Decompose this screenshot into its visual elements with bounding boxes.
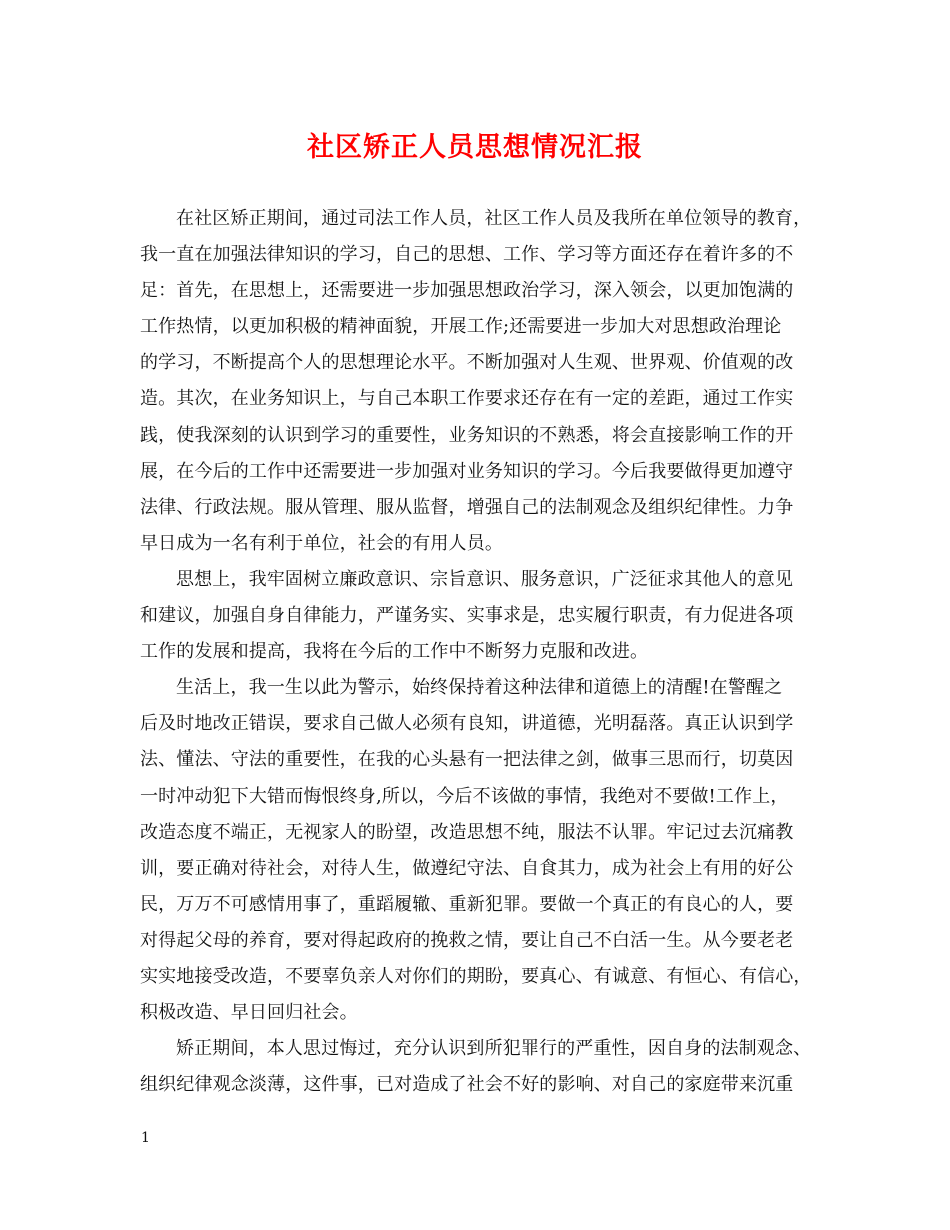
body-text-line: 改造态度不端正，无视家人的盼望，改造思想不纯，服法不认罪。牢记过去沉痛教 (140, 821, 794, 843)
body-text-line: 法律、行政法规。服从管理、服从监督，增强自己的法制观念及组织纪律性。力争 (140, 496, 794, 518)
body-text-line: 积极改造、早日回归社会。 (140, 1002, 358, 1024)
body-text-line: 后及时地改正错误，要求自己做人必须有良知，讲道德，光明磊落。真正认识到学 (140, 713, 794, 735)
body-text-line: 践，使我深刻的认识到学习的重要性，业务知识的不熟悉，将会直接影响工作的开 (140, 424, 794, 446)
body-text-line: 我一直在加强法律知识的学习，自己的思想、工作、学习等方面还存在着许多的不 (140, 244, 794, 266)
body-text-line: 和建议，加强自身自律能力，严谨务实、实事求是，忠实履行职责，有力促进各项 (140, 605, 794, 627)
body-text-line: 在社区矫正期间，通过司法工作人员，社区工作人员及我所在单位领导的教育， (176, 208, 812, 229)
body-text-line: 早日成为一名有利于单位，社会的有用人员。 (140, 532, 503, 554)
body-text-line: 对得起父母的养育，要对得起政府的挽救之情，要让自己不白活一生。从今要老老 (140, 929, 794, 951)
page-number: 1 (141, 1130, 150, 1146)
body-text-line: 工作热情，以更加积极的精神面貌，开展工作;还需要进一步加大对思想政治理论 (140, 316, 782, 338)
body-text-line: 展，在今后的工作中还需要进一步加强对业务知识的学习。今后我要做得更加遵守 (140, 460, 794, 482)
body-text-line: 思想上，我牢固树立廉政意识、宗旨意识、服务意识，广泛征求其他人的意见 (176, 568, 794, 590)
body-text-line: 矫正期间，本人思过悔过，充分认识到所犯罪行的严重性，因自身的法制观念、 (176, 1038, 812, 1060)
body-text-line: 民，万万不可感情用事了，重蹈履辙、重新犯罪。要做一个真正的有良心的人，要 (140, 893, 794, 915)
body-text-line: 法、懂法、守法的重要性，在我的心头悬有一把法律之剑，做事三思而行，切莫因 (140, 749, 794, 771)
body-text-line: 的学习，不断提高个人的思想理论水平。不断加强对人生观、世界观、价值观的改 (140, 352, 794, 374)
body-text-line: 组织纪律观念淡薄，这件事，已对造成了社会不好的影响、对自己的家庭带来沉重 (140, 1074, 794, 1096)
body-text-line: 工作的发展和提高，我将在今后的工作中不断努力克服和改进。 (140, 641, 649, 663)
body-text-line: 生活上，我一生以此为警示，始终保持着这种法律和道德上的清醒!在警醒之 (176, 677, 783, 699)
body-text-line: 足：首先，在思想上，还需要进一步加强思想政治学习，深入领会，以更加饱满的 (140, 280, 794, 302)
document-body (140, 201, 830, 1103)
body-text-line: 一时冲动犯下大错而悔恨终身,所以，今后不该做的事情，我绝对不要做!工作上， (140, 785, 789, 807)
body-text-line: 训，要正确对待社会，对待人生，做遵纪守法、自食其力，成为社会上有用的好公 (140, 857, 794, 879)
document-title: 社区矫正人员思想情况汇报 (307, 132, 643, 163)
body-text-line: 实实地接受改造，不要辜负亲人对你们的期盼，要真心、有诚意、有恒心、有信心， (140, 965, 812, 987)
body-text-line: 造。其次，在业务知识上，与自己本职工作要求还存在有一定的差距，通过工作实 (140, 388, 794, 410)
